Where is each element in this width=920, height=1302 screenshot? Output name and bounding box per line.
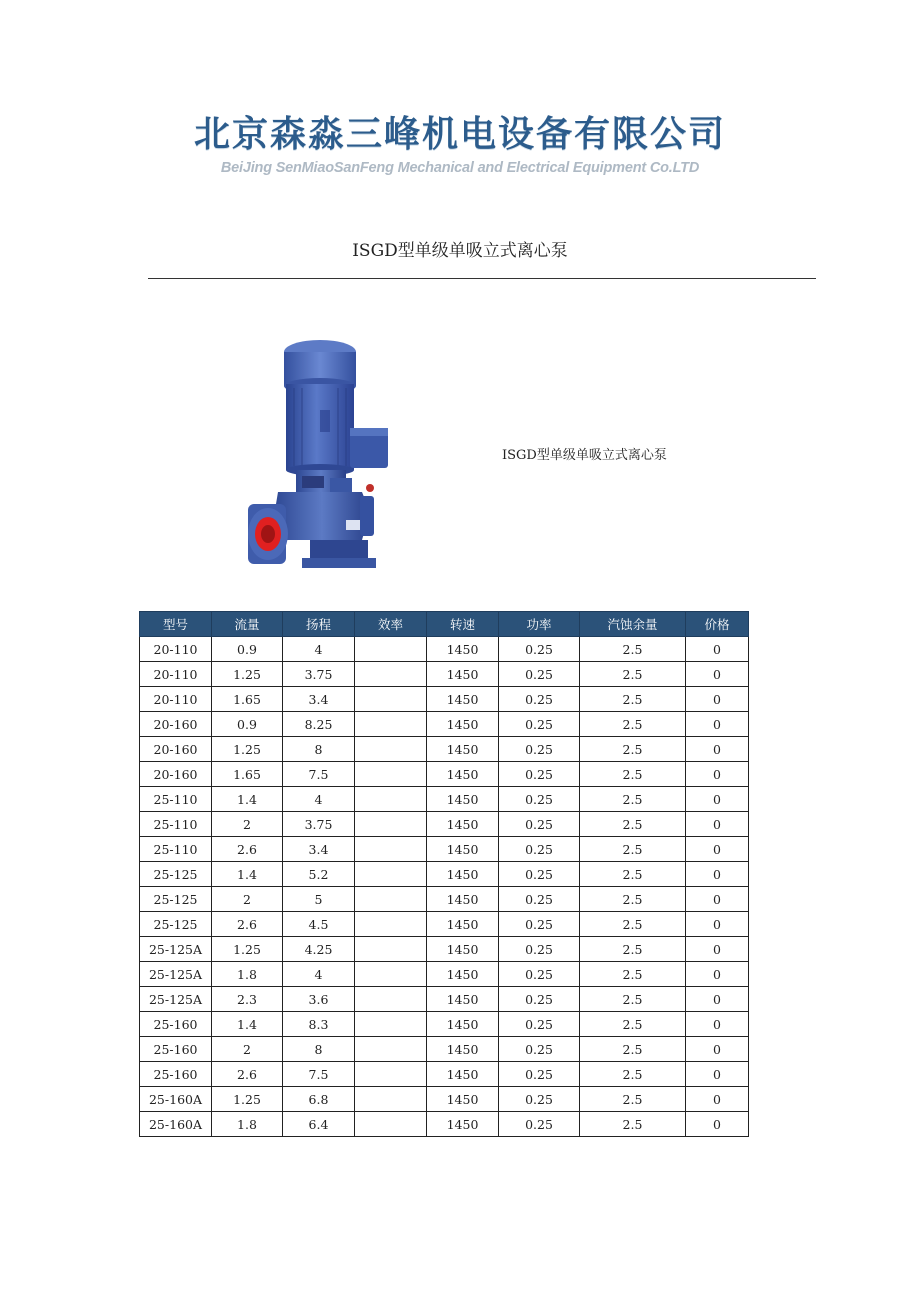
table-cell-efficiency [355, 662, 427, 687]
column-header-flow: 流量 [212, 612, 283, 637]
table-row [140, 787, 749, 812]
table-cell-price: 0 [686, 1062, 749, 1087]
table-row [140, 1112, 749, 1137]
table-cell-head: 6.4 [283, 1112, 355, 1137]
table-cell-power: 0.25 [499, 1087, 580, 1112]
table-cell-flow: 1.4 [212, 1012, 283, 1037]
table-cell-efficiency [355, 837, 427, 862]
table-row [140, 837, 749, 862]
table-cell-power: 0.25 [499, 837, 580, 862]
table-cell-npsh: 2.5 [580, 887, 686, 912]
table-cell-speed: 1450 [427, 637, 499, 662]
table-cell-efficiency [355, 887, 427, 912]
table-cell-speed: 1450 [427, 662, 499, 687]
table-cell-speed: 1450 [427, 1037, 499, 1062]
table-row [140, 862, 749, 887]
table-cell-head: 5.2 [283, 862, 355, 887]
table-cell-flow: 2.3 [212, 987, 283, 1012]
table-cell-flow: 1.25 [212, 937, 283, 962]
table-row [140, 1012, 749, 1037]
table-row [140, 662, 749, 687]
table-cell-npsh: 2.5 [580, 912, 686, 937]
table-row [140, 1062, 749, 1087]
table-cell-model: 20-160 [140, 762, 212, 787]
table-cell-speed: 1450 [427, 862, 499, 887]
table-cell-speed: 1450 [427, 1112, 499, 1137]
table-cell-flow: 0.9 [212, 712, 283, 737]
table-cell-price: 0 [686, 737, 749, 762]
table-cell-efficiency [355, 762, 427, 787]
table-cell-model: 25-110 [140, 812, 212, 837]
title-divider [148, 278, 816, 279]
column-header-price: 价格 [686, 612, 749, 637]
table-row [140, 962, 749, 987]
table-cell-head: 8 [283, 737, 355, 762]
table-cell-price: 0 [686, 1112, 749, 1137]
table-cell-price: 0 [686, 887, 749, 912]
company-name-cn: 北京森淼三峰机电设备有限公司 [193, 114, 726, 155]
table-cell-efficiency [355, 737, 427, 762]
table-cell-model: 25-160A [140, 1112, 212, 1137]
table-cell-head: 3.4 [283, 687, 355, 712]
table-cell-model: 25-125 [140, 912, 212, 937]
table-cell-power: 0.25 [499, 662, 580, 687]
company-name-en: BeiJing SenMiaoSanFeng Mechanical and Electrical Equipment Co.LTD [220, 160, 700, 176]
table-cell-model: 20-160 [140, 737, 212, 762]
table-cell-flow: 1.8 [212, 962, 283, 987]
table-cell-npsh: 2.5 [580, 987, 686, 1012]
table-cell-efficiency [355, 1012, 427, 1037]
table-cell-model: 20-110 [140, 687, 212, 712]
page-title: ISGD型单级单吸立式离心泵 [352, 241, 568, 261]
table-cell-power: 0.25 [499, 687, 580, 712]
table-cell-efficiency [355, 987, 427, 1012]
table-cell-npsh: 2.5 [580, 812, 686, 837]
table-cell-npsh: 2.5 [580, 837, 686, 862]
table-cell-speed: 1450 [427, 812, 499, 837]
table-cell-flow: 1.65 [212, 762, 283, 787]
table-cell-speed: 1450 [427, 712, 499, 737]
table-cell-flow: 1.4 [212, 787, 283, 812]
table-cell-flow: 2.6 [212, 912, 283, 937]
table-cell-model: 25-160 [140, 1012, 212, 1037]
table-cell-flow: 1.25 [212, 662, 283, 687]
table-cell-npsh: 2.5 [580, 637, 686, 662]
table-cell-speed: 1450 [427, 762, 499, 787]
table-cell-price: 0 [686, 812, 749, 837]
table-header-row [140, 612, 749, 637]
table-cell-price: 0 [686, 637, 749, 662]
table-cell-flow: 0.9 [212, 637, 283, 662]
table-cell-price: 0 [686, 1012, 749, 1037]
table-cell-flow: 2.6 [212, 1062, 283, 1087]
table-cell-efficiency [355, 1037, 427, 1062]
table-cell-model: 20-110 [140, 637, 212, 662]
table-row [140, 937, 749, 962]
table-row [140, 687, 749, 712]
table-cell-flow: 2 [212, 812, 283, 837]
table-cell-model: 25-110 [140, 787, 212, 812]
table-cell-model: 25-125A [140, 987, 212, 1012]
table-cell-head: 3.6 [283, 987, 355, 1012]
table-cell-efficiency [355, 912, 427, 937]
vertical-centrifugal-pump-icon [238, 328, 398, 578]
table-cell-power: 0.25 [499, 712, 580, 737]
table-cell-price: 0 [686, 1037, 749, 1062]
table-cell-model: 25-125 [140, 862, 212, 887]
table-cell-head: 8.3 [283, 1012, 355, 1037]
table-cell-npsh: 2.5 [580, 662, 686, 687]
table-cell-npsh: 2.5 [580, 1012, 686, 1037]
table-cell-speed: 1450 [427, 912, 499, 937]
table-cell-model: 25-125 [140, 887, 212, 912]
table-cell-power: 0.25 [499, 637, 580, 662]
table-cell-npsh: 2.5 [580, 962, 686, 987]
table-cell-speed: 1450 [427, 1087, 499, 1112]
table-row [140, 712, 749, 737]
table-cell-speed: 1450 [427, 1062, 499, 1087]
table-cell-efficiency [355, 687, 427, 712]
table-cell-head: 4 [283, 637, 355, 662]
table-cell-price: 0 [686, 687, 749, 712]
column-header-model: 型号 [140, 612, 212, 637]
table-cell-power: 0.25 [499, 912, 580, 937]
table-cell-head: 4.25 [283, 937, 355, 962]
table-cell-model: 25-125A [140, 962, 212, 987]
table-cell-npsh: 2.5 [580, 1037, 686, 1062]
table-cell-speed: 1450 [427, 937, 499, 962]
table-cell-model: 25-160 [140, 1037, 212, 1062]
table-cell-npsh: 2.5 [580, 1112, 686, 1137]
table-row [140, 637, 749, 662]
table-cell-npsh: 2.5 [580, 862, 686, 887]
table-cell-speed: 1450 [427, 737, 499, 762]
table-cell-head: 8 [283, 1037, 355, 1062]
table-cell-price: 0 [686, 787, 749, 812]
table-cell-head: 3.75 [283, 812, 355, 837]
table-row [140, 987, 749, 1012]
table-cell-flow: 2 [212, 887, 283, 912]
table-cell-model: 25-160 [140, 1062, 212, 1087]
table-cell-npsh: 2.5 [580, 1062, 686, 1087]
table-cell-flow: 1.25 [212, 737, 283, 762]
table-cell-npsh: 2.5 [580, 937, 686, 962]
table-cell-efficiency [355, 1087, 427, 1112]
table-cell-price: 0 [686, 1087, 749, 1112]
table-cell-model: 25-125A [140, 937, 212, 962]
table-cell-power: 0.25 [499, 1062, 580, 1087]
table-cell-power: 0.25 [499, 737, 580, 762]
table-cell-efficiency [355, 637, 427, 662]
table-row [140, 737, 749, 762]
table-cell-power: 0.25 [499, 762, 580, 787]
table-cell-model: 25-160A [140, 1087, 212, 1112]
column-header-npsh: 汽蚀余量 [580, 612, 686, 637]
table-row [140, 912, 749, 937]
table-cell-head: 7.5 [283, 1062, 355, 1087]
table-cell-power: 0.25 [499, 962, 580, 987]
table-cell-npsh: 2.5 [580, 787, 686, 812]
table-cell-flow: 1.4 [212, 862, 283, 887]
table-cell-speed: 1450 [427, 962, 499, 987]
table-cell-power: 0.25 [499, 1037, 580, 1062]
table-cell-price: 0 [686, 912, 749, 937]
table-row [140, 1037, 749, 1062]
table-cell-power: 0.25 [499, 1012, 580, 1037]
table-cell-price: 0 [686, 862, 749, 887]
column-header-head: 扬程 [283, 612, 355, 637]
table-row [140, 887, 749, 912]
table-cell-speed: 1450 [427, 887, 499, 912]
table-cell-efficiency [355, 812, 427, 837]
product-caption: ISGD型单级单吸立式离心泵 [502, 448, 667, 463]
company-logo [0, 112, 920, 176]
table-cell-head: 4 [283, 962, 355, 987]
table-cell-model: 20-110 [140, 662, 212, 687]
table-cell-power: 0.25 [499, 862, 580, 887]
table-cell-efficiency [355, 712, 427, 737]
table-cell-model: 20-160 [140, 712, 212, 737]
table-cell-price: 0 [686, 662, 749, 687]
table-cell-efficiency [355, 787, 427, 812]
table-row [140, 812, 749, 837]
table-cell-power: 0.25 [499, 1112, 580, 1137]
table-cell-price: 0 [686, 712, 749, 737]
table-cell-power: 0.25 [499, 937, 580, 962]
column-header-speed: 转速 [427, 612, 499, 637]
table-cell-head: 3.4 [283, 837, 355, 862]
table-row [140, 762, 749, 787]
table-cell-head: 3.75 [283, 662, 355, 687]
spec-table [139, 611, 749, 1137]
pump-image [238, 328, 398, 578]
table-cell-head: 7.5 [283, 762, 355, 787]
table-cell-efficiency [355, 1062, 427, 1087]
table-cell-speed: 1450 [427, 987, 499, 1012]
table-cell-price: 0 [686, 762, 749, 787]
table-cell-flow: 1.25 [212, 1087, 283, 1112]
table-cell-price: 0 [686, 987, 749, 1012]
table-cell-price: 0 [686, 837, 749, 862]
table-cell-efficiency [355, 1112, 427, 1137]
table-cell-power: 0.25 [499, 887, 580, 912]
table-cell-speed: 1450 [427, 787, 499, 812]
column-header-power: 功率 [499, 612, 580, 637]
table-cell-flow: 2 [212, 1037, 283, 1062]
table-cell-power: 0.25 [499, 787, 580, 812]
table-cell-npsh: 2.5 [580, 687, 686, 712]
table-cell-speed: 1450 [427, 837, 499, 862]
table-row [140, 1087, 749, 1112]
table-cell-head: 4.5 [283, 912, 355, 937]
table-cell-flow: 1.65 [212, 687, 283, 712]
table-cell-npsh: 2.5 [580, 762, 686, 787]
table-cell-npsh: 2.5 [580, 737, 686, 762]
table-cell-power: 0.25 [499, 987, 580, 1012]
table-cell-speed: 1450 [427, 1012, 499, 1037]
table-cell-model: 25-110 [140, 837, 212, 862]
column-header-efficiency: 效率 [355, 612, 427, 637]
table-cell-npsh: 2.5 [580, 1087, 686, 1112]
table-cell-efficiency [355, 962, 427, 987]
table-cell-efficiency [355, 862, 427, 887]
table-cell-npsh: 2.5 [580, 712, 686, 737]
table-cell-head: 4 [283, 787, 355, 812]
table-cell-head: 5 [283, 887, 355, 912]
table-cell-head: 8.25 [283, 712, 355, 737]
table-cell-power: 0.25 [499, 812, 580, 837]
table-cell-price: 0 [686, 937, 749, 962]
table-cell-flow: 1.8 [212, 1112, 283, 1137]
table-cell-head: 6.8 [283, 1087, 355, 1112]
table-cell-price: 0 [686, 962, 749, 987]
table-cell-flow: 2.6 [212, 837, 283, 862]
table-cell-speed: 1450 [427, 687, 499, 712]
table-cell-efficiency [355, 937, 427, 962]
